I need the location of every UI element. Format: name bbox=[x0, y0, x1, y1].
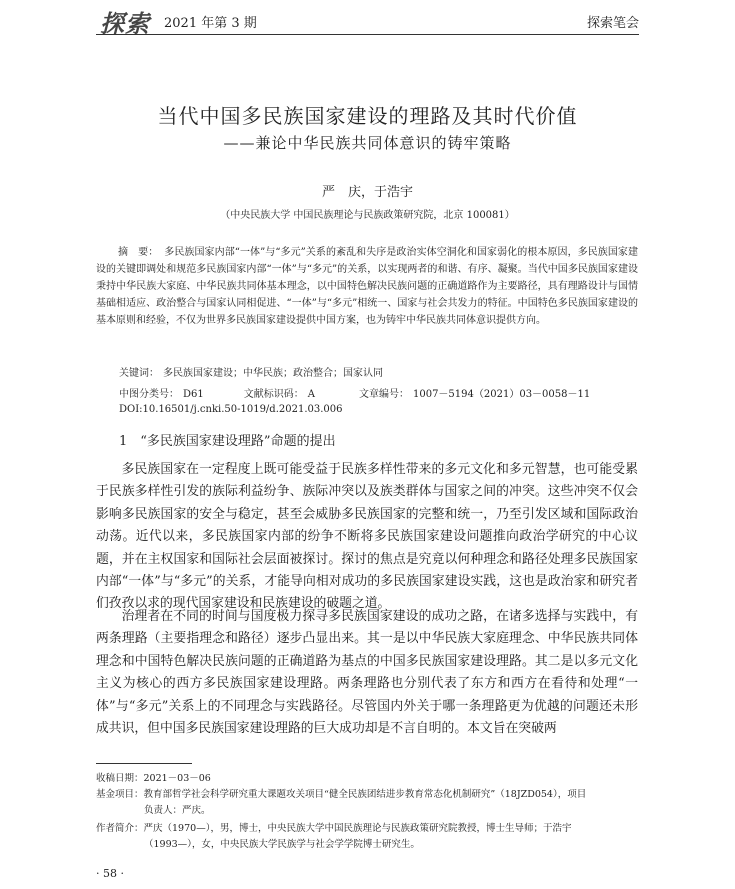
abstract bbox=[96, 244, 638, 329]
author-bio-label: 作者简介： bbox=[96, 823, 144, 834]
footnote-received: 收稿日期：2021－03－06 bbox=[96, 773, 211, 784]
fund-text: 教育部哲学社会科学研究重大课题攻关项目“健全民族团结进步教育常态化机制研究”（18JZD054），项目 bbox=[143, 789, 587, 800]
paragraph-2: 治理者在不同的时间与国度极力探寻多民族国家建设的成功之路，在诸多选择与实践中，有两条理路（主要指理念和路径）逐步凸显出来。其一是以中华民族大家庭理念、中华民族共同体理念和中国特色解决民族问题的正确道路为基点的中国多民族国家建设理路。其二是以多元文化主义为核心的西方多民族国家建设理路。两条理路也分别代表了东方和西方在看待和处理“一体”与“多元”关系上的不同理念与实践路径。尽管国内外关于哪一条理路更为优越的问题还未形成共识，但中国多民族国家建设理路的巨大成功却是不言自明的。本文旨在突破两 bbox=[96, 609, 638, 737]
body-paragraph bbox=[96, 459, 638, 616]
article-no-label: 文章编号： bbox=[358, 389, 409, 400]
keywords-text: 多民族国家建设；中华民族；政治整合；国家认同 bbox=[163, 368, 383, 379]
doi: DOI:10.16501/j.cnki.50-1019/d.2021.03.006 bbox=[119, 404, 343, 415]
footnote-fund bbox=[96, 787, 638, 819]
author-affiliation: （中央民族大学 中国民族理论与民族政策研究院，北京 100081） bbox=[220, 210, 515, 221]
author-bio-continued: （1993—），女，中央民族大学民族学与社会学学院博士研究生。 bbox=[144, 839, 420, 850]
author-bio-text: 严庆（1970—），男，博士，中央民族大学中国民族理论与民族政策研究院教授，博士生导师；于浩宇 bbox=[143, 823, 572, 834]
abstract-text: 多民族国家内部“一体”与“多元”关系的紊乱和失序是政治实体空洞化和国家弱化的根本原因，多民族国家建设的关键即调处和规范多民族国家内部“一体”与“多元”的关系，以实现两者的和谐、有序、凝聚。当代中国多民族国家建设秉持中华民族大家庭、中华民族共同体基本理念，以中国特色解决民族问题的正确道路作为主要路径，具有理路设计与国情基础相适应、政治整合与国家认同相促进、“一体”与“多元”相统一、国家与社会共发力的特征。中国特色多民族国家建设的基本原则和经验，不仅为世界多民族国家建设提供中国方案，也为铸牢中华民族共同体意识提供方向。 bbox=[96, 247, 639, 326]
body-paragraph bbox=[96, 606, 638, 740]
keywords-label: 关键词： bbox=[119, 368, 159, 379]
section-label: 探索笔会 bbox=[586, 16, 639, 31]
running-header bbox=[96, 4, 639, 38]
footnote-author bbox=[96, 821, 638, 853]
fund-text-continued: 负责人：严庆。 bbox=[144, 805, 211, 816]
classification-line bbox=[119, 385, 594, 400]
article-subtitle: ——兼论中华民族共同体意识的铸牢策略 bbox=[223, 134, 512, 152]
section-heading: 1 “多民族国家建设理路”命题的提出 bbox=[119, 434, 336, 449]
issue-label: 2021 年第 3 期 bbox=[164, 16, 257, 31]
article-title: 当代中国多民族国家建设的理路及其时代价值 bbox=[157, 104, 578, 128]
footnote-divider bbox=[96, 763, 192, 764]
doc-code-value: A bbox=[307, 389, 315, 400]
page-number: · 58 · bbox=[96, 867, 124, 880]
article-authors: 严 庆，于浩宇 bbox=[321, 185, 413, 200]
clc-label: 中图分类号： bbox=[119, 389, 179, 400]
abstract-label: 摘 要： bbox=[118, 247, 159, 258]
doc-code-label: 文献标识码： bbox=[243, 389, 304, 400]
fund-label: 基金项目： bbox=[96, 789, 144, 800]
article-no-value: 1007－5194（2021）03－0058－11 bbox=[412, 389, 591, 400]
clc-value: D61 bbox=[183, 389, 204, 400]
journal-logo: 探索 bbox=[100, 9, 150, 38]
keywords bbox=[119, 364, 387, 379]
header-divider bbox=[96, 34, 639, 35]
paragraph-1: 多民族国家在一定程度上既可能受益于民族多样性带来的多元文化和多元智慧，也可能受累于民族多样性引发的族际利益纷争、族际冲突以及族类群体与国家之间的冲突。这些冲突不仅会影响多民族国家的安全与稳定，甚至会威胁多民族国家的完整和统一，乃至引发区域和国际政治动荡。近代以来，多民族国家内部的纷争不断将多民族国家建设问题推向政治学研究的中心议题，并在主权国家和国际社会层面被探讨。探讨的焦点是究竟以何种理念和路径处理多民族国家内部“一体”与“多元”的关系，才能导向相对成功的多民族国家建设实践，这也是政治家和研究者们孜孜以求的现代国家建设和民族建设的破题之道。 bbox=[96, 462, 638, 612]
